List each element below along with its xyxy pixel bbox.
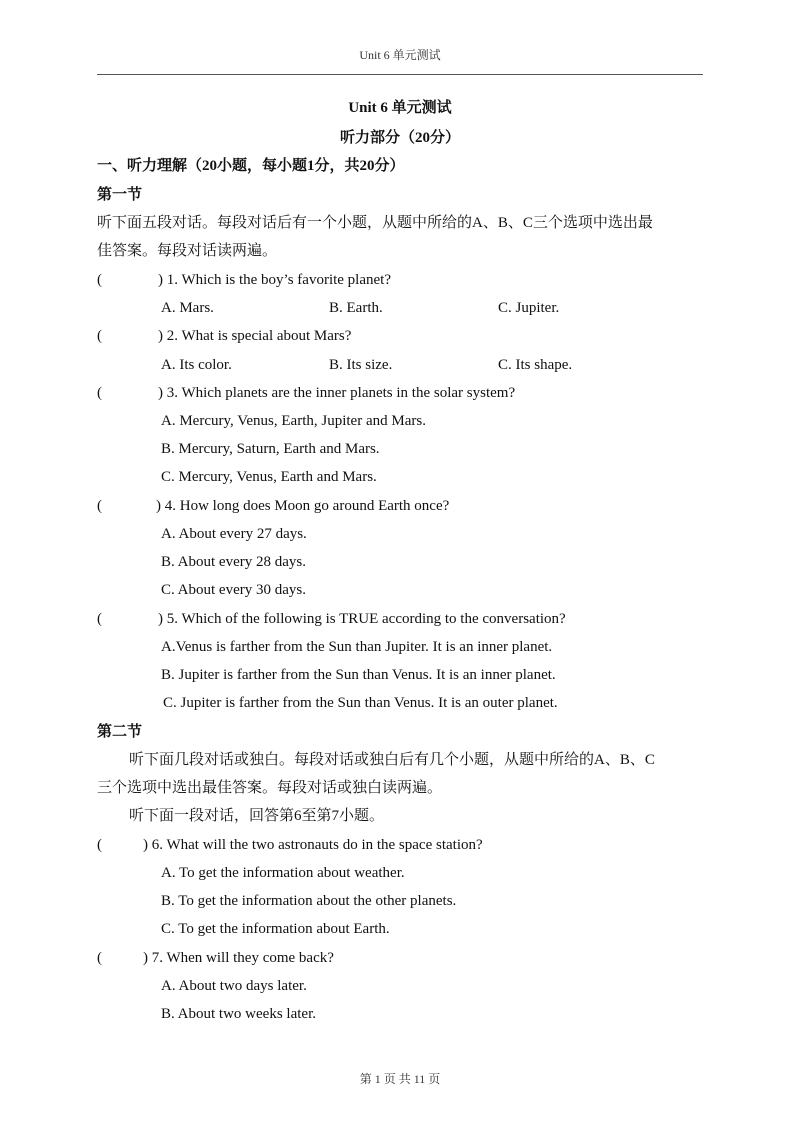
part2-instructions: 听下面几段对话或独白。每段对话或独白后有几个小题，从题中所给的A、B、C <box>129 752 655 768</box>
option-6c: C. To get the information about Earth. <box>161 921 390 937</box>
question-7: ) 7. When will they come back? <box>143 950 334 966</box>
answer-blank-open: ( <box>97 498 102 514</box>
option-4a: A. About every 27 days. <box>161 526 307 542</box>
option-3b: B. Mercury, Saturn, Earth and Mars. <box>161 441 380 457</box>
question-4: ) 4. How long does Moon go around Earth once? <box>156 498 450 514</box>
page-footer: 第 1 页 共 11 页 <box>359 1072 441 1086</box>
question-2: ) 2. What is special about Mars? <box>158 328 352 344</box>
option-1c: C. Jupiter. <box>498 300 560 316</box>
part2-sub-instruction: 听下面一段对话，回答第6至第7小题。 <box>129 808 385 824</box>
answer-blank-open: ( <box>97 950 102 966</box>
option-4c: C. About every 30 days. <box>161 582 306 598</box>
option-1b: B. Earth. <box>329 300 383 316</box>
option-7a: A. About two days later. <box>161 978 307 994</box>
question-3: ) 3. Which planets are the inner planets in the solar system? <box>158 385 516 401</box>
answer-blank-open: ( <box>97 611 102 627</box>
option-5a: A.Venus is farther from the Sun than Jupiter. It is an inner planet. <box>161 639 553 655</box>
part1-instructions: 听下面五段对话。每段对话后有一个小题，从题中所给的A、B、C三个选项中选出最 <box>97 215 653 231</box>
part1-label: 第一节 <box>97 187 143 203</box>
header-divider <box>97 74 703 75</box>
page-header: Unit 6 单元测试 <box>359 48 441 62</box>
option-2a: A. Its color. <box>161 357 232 373</box>
option-2c: C. Its shape. <box>498 357 573 373</box>
page-title: Unit 6 单元测试 <box>348 100 452 116</box>
answer-blank-open: ( <box>97 328 102 344</box>
option-3c: C. Mercury, Venus, Earth and Mars. <box>161 469 377 485</box>
option-5b: B. Jupiter is farther from the Sun than Venus. It is an inner planet. <box>161 667 556 683</box>
option-1a: A. Mars. <box>161 300 214 316</box>
option-6b: B. To get the information about the other planets. <box>161 893 457 909</box>
answer-blank-open: ( <box>97 837 102 853</box>
answer-blank-open: ( <box>97 385 102 401</box>
option-5c: C. Jupiter is farther from the Sun than Venus. It is an outer planet. <box>163 695 558 711</box>
question-5: ) 5. Which of the following is TRUE according to the conversation? <box>158 611 566 627</box>
option-3a: A. Mercury, Venus, Earth, Jupiter and Mars. <box>161 413 426 429</box>
page-subtitle: 听力部分（20分） <box>339 130 460 146</box>
part2-instructions-cont: 三个选项中选出最佳答案。每段对话或独白读两遍。 <box>97 780 443 796</box>
option-7b: B. About two weeks later. <box>161 1006 316 1022</box>
question-1: ) 1. Which is the boy’s favorite planet? <box>158 272 391 288</box>
part1-instructions-cont: 佳答案。每段对话读两遍。 <box>97 243 278 259</box>
option-2b: B. Its size. <box>329 357 393 373</box>
section-title: 一、听力理解（20小题，每小题1分，共20分） <box>97 158 405 174</box>
option-6a: A. To get the information about weather. <box>161 865 405 881</box>
answer-blank-open: ( <box>97 272 102 288</box>
option-4b: B. About every 28 days. <box>161 554 306 570</box>
question-6: ) 6. What will the two astronauts do in the space station? <box>143 837 483 853</box>
part2-label: 第二节 <box>97 724 143 740</box>
